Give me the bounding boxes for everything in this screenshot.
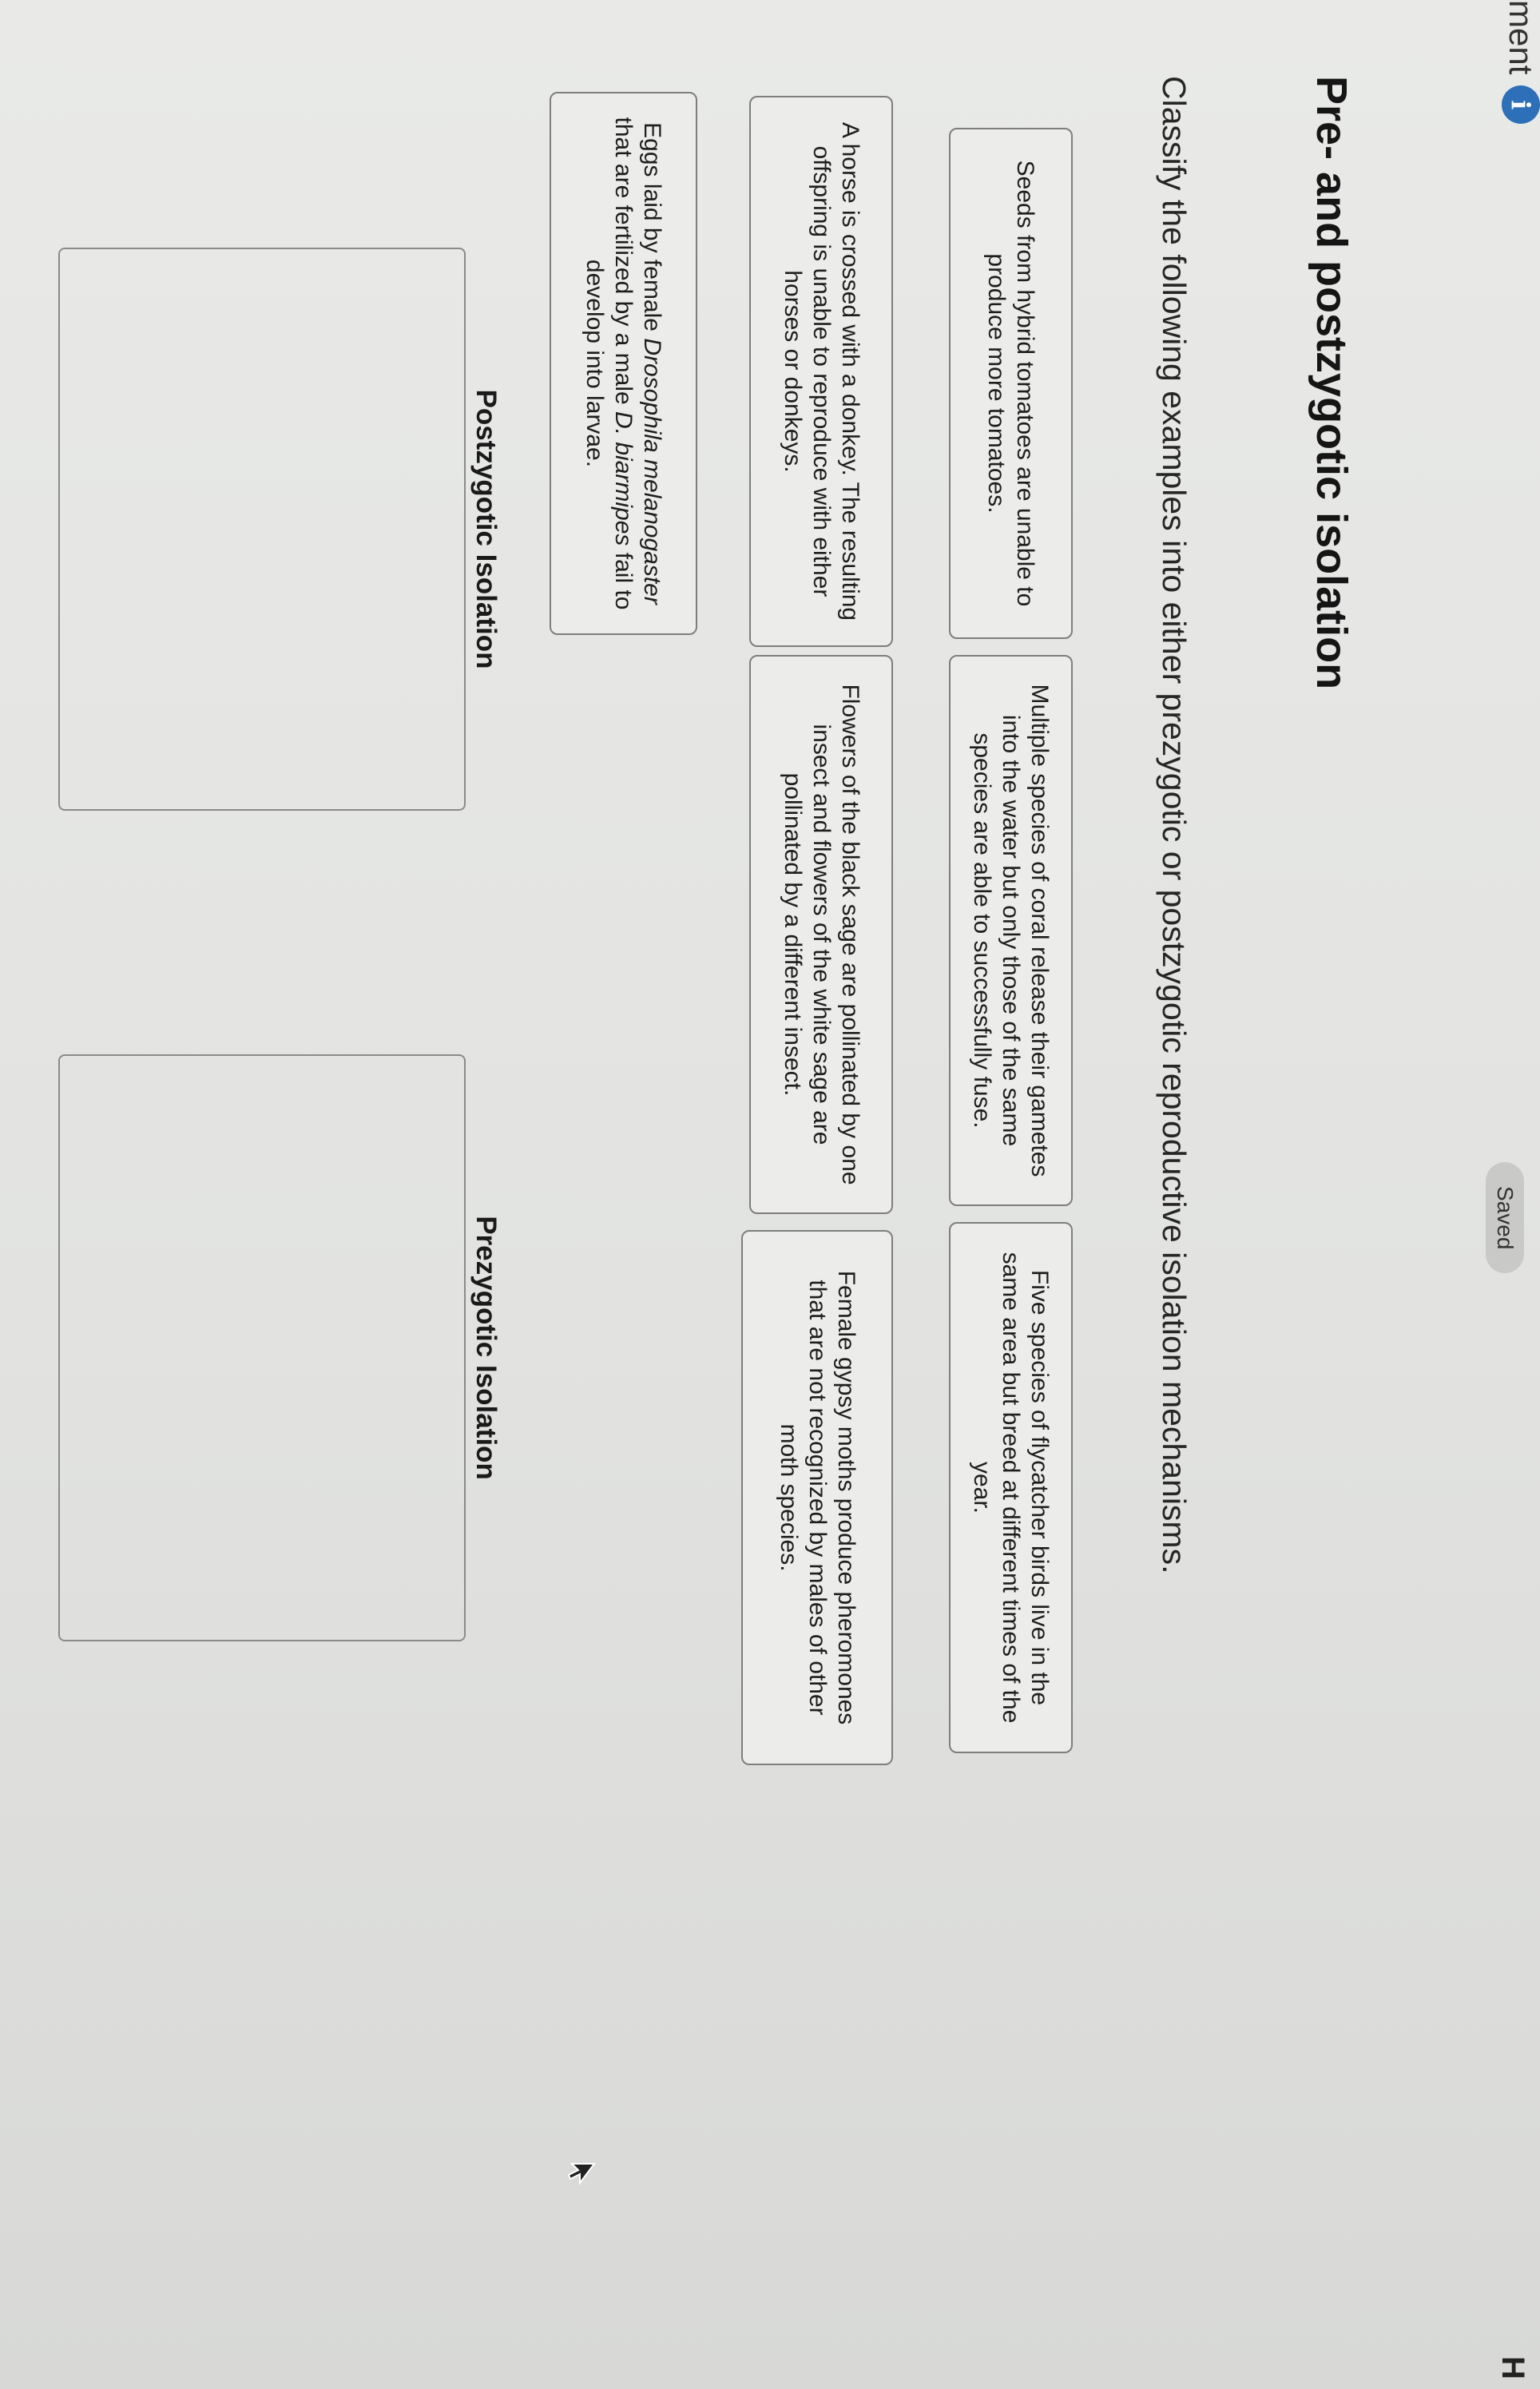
card-text: Flowers of the black sage are pollinated by one insect and flowers of the white sage are pollinated by a different insect. <box>780 684 863 1185</box>
card-black-white-sage[interactable] <box>749 655 893 1214</box>
instructions-text: Classify the following examples into either prezygotic or postzygotic reproductive isolation mechanisms. <box>1156 76 1193 1574</box>
card-gypsy-moths[interactable] <box>741 1230 893 1765</box>
info-icon[interactable]: i <box>1502 85 1540 124</box>
card-text: A horse is crossed with a donkey. The resulting offspring is unable to reproduce with either horses or donkeys. <box>780 121 863 621</box>
card-text: Seeds from hybrid tomatoes are unable to produce more tomatoes. <box>983 160 1039 607</box>
page-title: Pre- and postzygotic isolation <box>1308 76 1355 690</box>
card-drosophila-eggs[interactable] <box>550 92 697 635</box>
card-flycatcher-birds[interactable] <box>949 1222 1073 1753</box>
prezygotic-label: Prezygotic Isolation <box>470 1216 502 1480</box>
card-coral-gametes[interactable] <box>949 655 1073 1206</box>
cursor-icon <box>566 2161 597 2193</box>
prezygotic-dropzone[interactable] <box>58 1054 466 1641</box>
postzygotic-label: Postzygotic Isolation <box>470 389 502 669</box>
card-text: Five species of flycatcher birds live in the same area but breed at different times of the year. <box>969 1252 1054 1724</box>
saved-status-badge: Saved <box>1486 1162 1524 1273</box>
card-horse-donkey[interactable] <box>749 96 893 647</box>
card-text: Eggs laid by female Drosophila melanogaster that are fertilized by a male D. biarmipes fail to develop into larvae. <box>581 117 666 610</box>
assignment-tab-label: ment <box>1502 0 1540 75</box>
card-text: Multiple species of coral release their gametes into the water but only those of the same species are able to successfully fuse. <box>969 684 1054 1177</box>
card-hybrid-tomatoes[interactable] <box>949 128 1073 639</box>
corner-label: H <box>1495 2356 1530 2379</box>
postzygotic-dropzone[interactable] <box>58 248 466 811</box>
card-text: Female gypsy moths produce pheromones that are not recognized by males of other moth species. <box>776 1270 859 1725</box>
assignment-tab[interactable] <box>1502 0 1540 124</box>
